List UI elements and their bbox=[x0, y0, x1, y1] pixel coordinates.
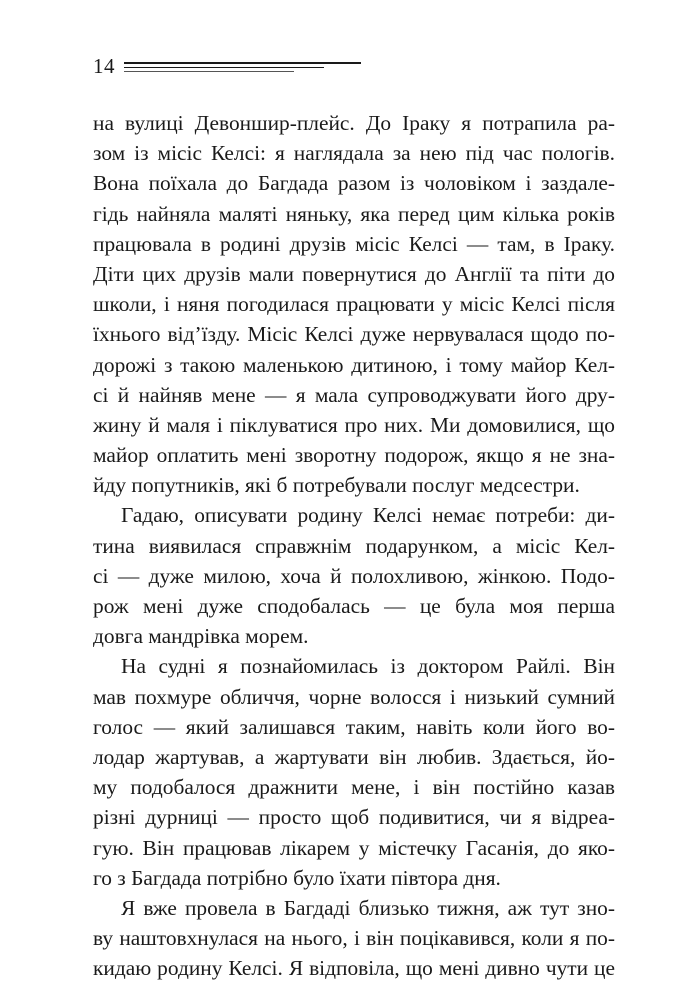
text-line: На судні я познайомилась із доктором Райлі. Він bbox=[121, 654, 615, 679]
text-line: сі й найняв мене — я мала супроводжувати його дру- bbox=[93, 382, 615, 407]
text-line: школи, і няня погодилася працювати у місіс Келсі після bbox=[93, 292, 615, 317]
text-line: кидаю родину Келсі. Я відповіла, що мені дивно чути це bbox=[93, 956, 615, 981]
text-line: Вона поїхала до Багдада разом із чоловіком і заздале- bbox=[93, 171, 615, 196]
text-line: жину й маля і піклуватися про них. Ми домовилися, що bbox=[93, 412, 615, 437]
text-line: довга мандрівка морем. bbox=[93, 624, 309, 649]
text-line: йду попутників, які б потребували послуг медсестри. bbox=[93, 473, 580, 498]
text-line: на вулиці Девоншир-плейс. До Іраку я потрапила ра- bbox=[93, 111, 615, 135]
text-line: Діти цих друзів мали повернутися до Англії та піти до bbox=[93, 261, 615, 286]
header-rule bbox=[124, 67, 324, 68]
text-line: працювала в родині друзів місіс Келсі — там, в Іраку. bbox=[93, 231, 615, 256]
text-line: зом із місіс Келсі: я наглядала за нею під час пологів. bbox=[93, 141, 615, 166]
text-line: го з Багдада потрібно було їхати півтора дня. bbox=[93, 865, 501, 890]
header-rule bbox=[124, 62, 361, 64]
header-rule bbox=[124, 71, 294, 72]
text-line: тина виявилася справжнім подарунком, а місіс Кел- bbox=[93, 533, 615, 558]
text-line: голос — який залишався таким, навіть коли його во- bbox=[93, 714, 615, 739]
text-line: гідь найняла маляті няньку, яка перед цим кілька років bbox=[93, 201, 615, 226]
text-line: лодар жартував, а жартувати він любив. Здається, йо- bbox=[93, 744, 615, 769]
page-header bbox=[93, 50, 363, 80]
text-line: різні дурниці — просто щоб подивитися, чи я відреа- bbox=[93, 805, 615, 830]
text-line: їхнього від’їзду. Місіс Келсі дуже нервувалася щодо по- bbox=[93, 322, 615, 347]
body-text bbox=[93, 108, 615, 983]
text-line: ву наштовхнулася на нього, і він поцікавився, коли я по- bbox=[93, 926, 615, 951]
text-line: рож мені дуже сподобалась — це була моя перша bbox=[93, 594, 615, 618]
text-line: мав похмуре обличчя, чорне волосся і низький сумний bbox=[93, 684, 615, 709]
text-line: Я вже провела в Багдаді близько тижня, аж тут зно- bbox=[121, 895, 615, 920]
text-line: дорожі з такою маленькою дитиною, і тому майор Кел- bbox=[93, 352, 615, 377]
text-line: Гадаю, описувати родину Келсі немає потреби: ди- bbox=[121, 503, 615, 528]
page-number: 14 bbox=[93, 54, 115, 78]
text-line: му подобалося дражнити мене, і він постійно казав bbox=[93, 775, 615, 800]
text-line: гую. Він працював лікарем у містечку Гасанія, до яко- bbox=[93, 835, 615, 860]
header-decorative-rules bbox=[124, 62, 364, 76]
text-line: майор оплатить мені зворотну подорож, якщо я не зна- bbox=[93, 443, 615, 468]
text-line: сі — дуже милою, хоча й полохливою, жінкою. Подо- bbox=[93, 563, 615, 588]
